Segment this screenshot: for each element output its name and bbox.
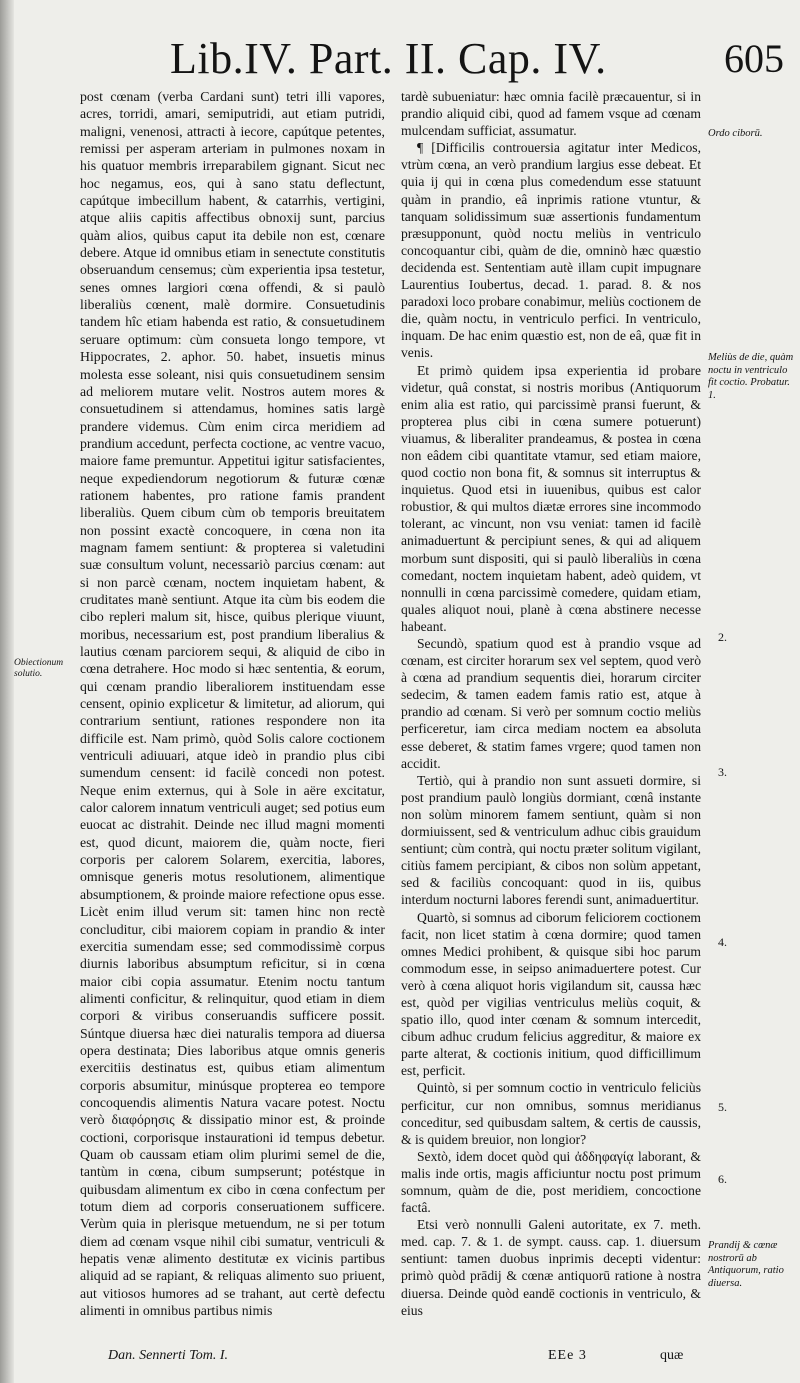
margin-number: 6. [718,1172,727,1186]
margin-note-right: Ordo ciborū. [708,128,763,139]
paragraph: Tertiò, qui à prandio non sunt assueti dormire, si post prandium paulò longiùs dormiant, cœnâ instante non solùm minorem famem sentiunt, quàm si non dormiuissent, sed & ventriculum adhuc cibis grauidum sentiunt; cùm contrà, qui noctu præter solitum vigilant, citiùs famem percipiant, & cibos non solùm appetant, sed & faciliùs concoquant: quod in iis, quibus interdum nocturni labores ferendi sunt, animaduertitur. [401,772,701,908]
catchword: quæ [660,1348,684,1363]
left-column [80,88,385,1319]
page-number: 605 [724,36,784,81]
signature-mark: EEe 3 [548,1348,587,1363]
footer-signature-line: Dan. Sennerti Tom. I. [108,1348,229,1363]
paragraph: Sextò, idem docet quòd qui ἀδδηφαγίᾳ laborant, & malis inde ortis, magis afficiuntur noctu post primum somnum, quàm de die, post meridiem, concoctione factâ. [401,1148,701,1216]
right-column [401,88,701,1319]
margin-note-right: Prandij & cœnæ nostrorū ab Antiquorum, ratio diuersa. [708,1240,784,1289]
page-header [170,34,790,84]
paragraph: tardè subueniatur: hæc omnia facilè præcauentur, si in prandio aliquid cibi, quod ad famem vsque ad cœnam mulcendam sufficiat, assumatur. [401,89,701,139]
paragraph: Secundò, spatium quod est à prandio vsque ad cœnam, est circiter horarum sex vel septem, quod verò à cœna ad prandium sequentis diei, horarum circiter sedecim, & tamen eadem famis ratio est, atque à prandio ad cœnam. Si verò per somnum coctio meliùs perficeretur, iam circa mediam noctem ea absoluta esse deberet, & statim fames vrgere; quod tamen non accidit. [401,636,701,771]
margin-number: 3. [718,765,727,779]
paragraph: Quintò, si per somnum coctio in ventriculo feliciùs perficitur, cur non omnibus, somnus meridianus conceditur, sed quibusdam saltem, & certis de caussis, & is quidem breuior, non longior? [401,1080,701,1147]
running-title: Lib.IV. Part. II. Cap. IV. [170,34,607,83]
paragraph: Etsi verò nonnulli Galeni autoritate, ex 7. meth. med. cap. 7. & 1. de sympt. causs. cap. 1. diuersum sentiunt: tamen duobus inprimis decepti videntur: primò quòd prādij & cœnæ antiquorū ratione à nostra diuersa. Deinde quòd eandē coctionis in ventriculo, & eius [401,1217,701,1318]
margin-number: 5. [718,1100,727,1114]
margin-note-right: Meliùs de die, quàm noctu in ventriculo fit coctio. Probatur. 1. [708,352,794,401]
paragraph: ¶ [Difficilis controuersia agitatur inter Medicos, vtrùm cœna, an verò prandium largius esse debeat. Et quia ij qui in cœna plus comedendum esse statuunt quàm in prandio, eâ inprimis ratione vtuntur, & tanquam solidissimum suæ assertionis fundamentum præsupponunt, quòd noctu meliùs in ventriculo concoquantur cibi, quàm de die, omninò hæc quæstio decidenda est. Sententiam autè illam cupit impugnare Laurentius Ioubertus, decad. 1. parad. 8. & nos paradoxi loco probare conabimur, meliùs coctionem de die, quàm noctu, in ventriculo perfici. In ventriculo, inquam. De hac enim quæstio est, non de eâ, quæ fit in venis. [401,140,701,361]
margin-number: 2. [718,630,727,644]
paragraph: post cœnam (verba Cardani sunt) tetri illi vapores, acres, torridi, amari, semiputridi, aut etiam putridi, maligni, venenosi, attracti à iecore, capútque petentes, remissi per asperam arteriam in pulmones noxam in his quatuor membris irreparabilem gignant. Sicut nec hoc negamus, eos, qui à sano statu deflectunt, capútque imbecillum habent, & catarrhis, vertigini, atque aliis capitis affectibus obnoxij sunt, parcius quàm alios, quibus caput ita debile non est, cœnare debere. Atque id omnibus etiam in senectute constitutis obseruandum censemus; cùm experientia ipsa testetur, senes omnes largiori cœna offendi, & si paulò liberaliùs cœnent, malè dormire. Consuetudinis tandem hîc etiam habenda est ratio, & consuetudinem seruare optimum: cùm consueta longo tempore, vt Hippocrates, 2. aphor. 50. habet, insuetis minus molesta esse soleant, nisi quis consuetudinem sensim ad meliorem mutare velit. Nostros autem mores & consuetudinem si attendamus, homines satis largè prandere videmus. Cùm enim circa meridiem ad prandium accedunt, perfecta coctione, ac ventre vacuo, maiore fame premuntur. Appetitui igitur satisfacientes, neque expediendorum negotiorum & futuræ cœnæ rationem habentes, pro ratione famis prandent liberaliùs. Quem cibum cùm ob temporis breuitatem non possint exactè concoquere, in cœna non ita magnam famem sentiunt: & propterea si valetudini suæ consultum volunt, necessariò parcius cœnam: aut si non parcè cœnam, noctem inquietam habent, & cruditates manè sentiunt. Atque ita cùm bis eodem die cibo repleri malum sit, hisce, quibus plerique viuunt, moribus, necessarium est, post prandium liberalius & lautius cœnam parciorem sequi, & aliquid de cibo in cœna detrahere. Hoc modo si hæc sententia, & eorum, qui cœnam prandio liberaliorem instituendam esse censent, opinio explicetur & limitetur, ad aliorum, qui contrarium sentiunt, rationes respondere non ita difficile est. Nam primò, quòd Solis calore coctionem ventriculi adiuuari, atque ideò in prandio plus cibi sumendum censent: id facilè concedi non potest. Neque enim externus, qui à Sole in aëre excitatur, calor calorem innatum ventriculi auget; sed potius eum euocat ac distrahit. Deinde nec illud magni momenti est, quod dicunt, maiorem die, quàm nocte, fieri corporis per calorem Solarem, exercitia, labores, omnisque generis motus resolutionem, alimentique absumptionem, & proinde maiore refectione opus esse. Licèt enim illud verum sit: tamen hinc non rectè concluditur, cibi maiorem copiam in prandio & inter exercitia sumendam esse; sed commodissimè corpus diurnis laboribus absumptum reficitur, si in cœna maior cibi copia assumatur. Etenim noctu tantum alimenti conficitur, & relinquitur, quod etiam in diem corpori & viribus conseruandis sufficere possit. Súntque diuersa hæc diei naturalis tempora ad diuersa opera destinata; Dies laboribus atque omnis generis exercitiis destinatus est, quibus etiam alimentum corporis absumitur, minúsque propterea eo tempore concoquendis alimentis Natura vacare potest. Noctu verò διαφόρησις & dissipatio minor est, & proinde coctioni, corporisque instaurationi id tempus debetur. Quam ob caussam etiam olim plurimi semel de die, tantùm in cœna, cibum sumpserunt; potéstque in quibusdam alimentum ex cibo in cœna confectum per totum diem ad corporis conseruationem sufficere. Verùm quia in plerisque metuendum, ne si per totum diem ad cœnam vsque nihil cibi sumatur, ventriculi & hepatis venæ alimento destitutæ ex vicinis partibus aliquid ad se rapiant, & reliquas alimento suo priuent, aut vitiosos humores ad se trahant, aut certè defectu alimenti in omnibus partibus nimis [80,89,385,1319]
paragraph: Et primò quidem ipsa experientia id probare videtur, quâ constat, si nostris moribus (Antiquorum enim alia est ratio, qui parcissimè pransi fuerunt, & propterea plus cibi in cœna sumere potuerunt) viuamus, & liberaliter prandeamus, & postea in cœna non eâdem cibi quantitate vtamur, sed etiam maiore, quod coctio non bona fit, & somnus sit interruptus & inquietus. Quod etsi in iuuenibus, quibus est calor robustior, & qui multos diætæ errores sine incommodo tolerant, ac vincunt, non vsu veniat: tamen id facilè animaduertunt & percipiunt senes, & qui ad aliquem morbum sunt dispositi, qui si paulò liberaliùs in cœna comedant, noctem inquietam habent, adeò quidem, vt nonnulli in cœna parcissimè comedere, quidam etiam, quales aliquot noui, planè à cœna abstinere necesse habeant. [401,362,701,634]
paragraph: Quartò, si somnus ad ciborum feliciorem coctionem facit, non licet statim à cœna dormire; quod tamen omnes Medici prohibent, & quisque sibi hoc parum commodum esse, in seipso animaduertere potest. Cur verò à cœna aliquot horis vigilandum sit, caussa hæc est, quòd per vigilias ventriculus meliùs coquit, & spatio illo, quod inter cœnam & somnum intercedit, cibum adhuc crudum felicius aggreditur, & maiore ex parte alterat, & coctionis initium, quod difficillimum est, perficit. [401,909,701,1079]
margin-number: 4. [718,935,727,949]
margin-note-left: Obiectionum solutio. [14,658,64,679]
